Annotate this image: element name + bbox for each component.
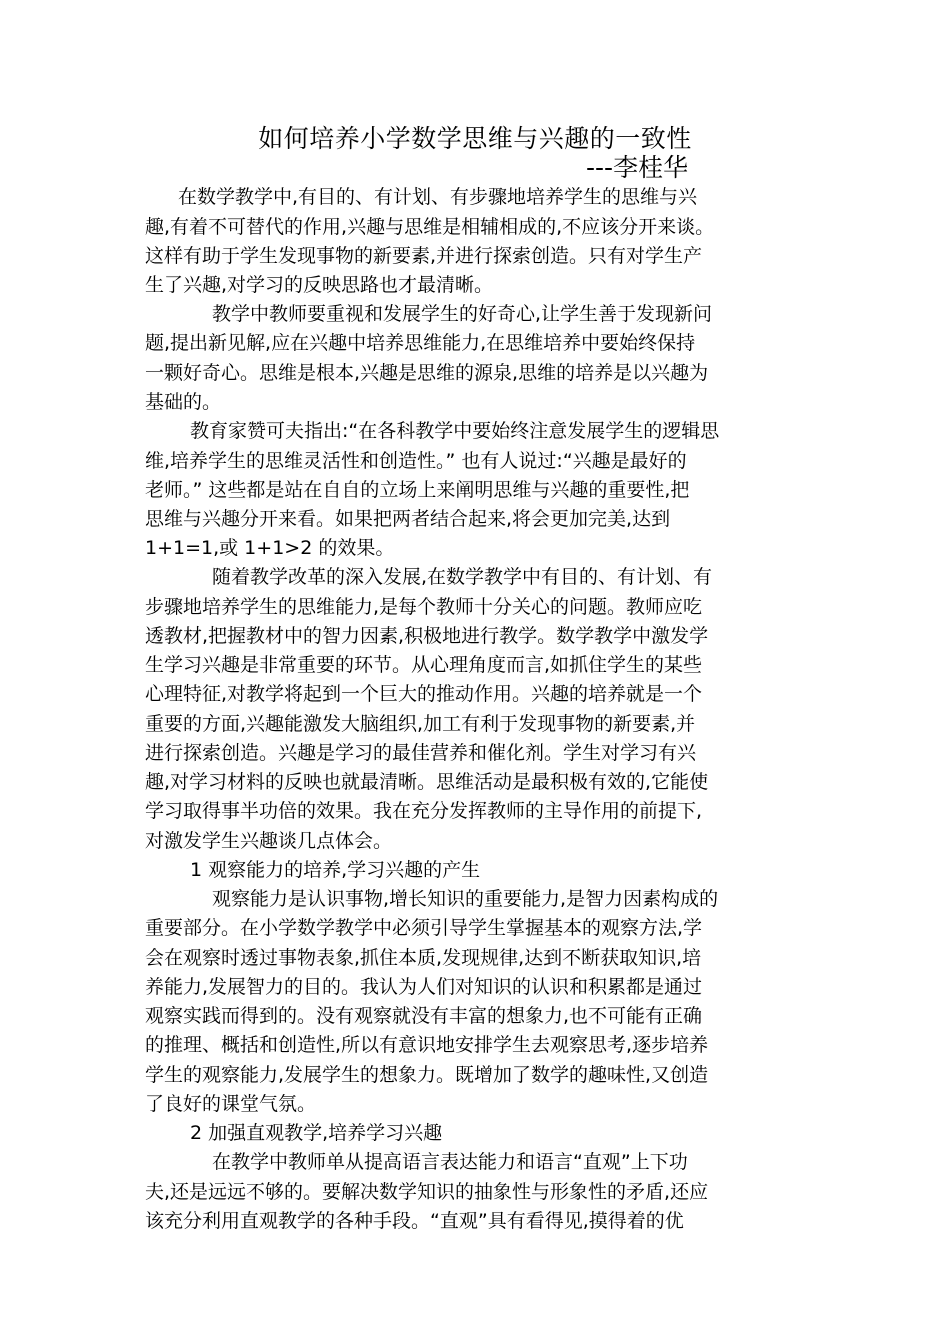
text-line: 随着教学改革的深入发展,在数学教学中有目的、有计划、有: [212, 566, 713, 588]
text-line: 基础的。: [145, 391, 222, 413]
text-line: 教学中教师要重视和发展学生的好奇心,让学生善于发现新问: [212, 303, 713, 325]
text-line: 重要部分。在小学数学教学中必须引导学生掌握基本的观察方法,学: [145, 917, 703, 939]
text-line: 的推理、概括和创造性,所以有意识地安排学生去观察思考,逐步培养: [145, 1034, 709, 1056]
text-line: 趣,对学习材料的反映也就最清晰。思维活动是最积极有效的,它能使: [145, 771, 709, 793]
section-heading-2: 2 加强直观教学,培养学习兴趣: [190, 1122, 443, 1144]
text-line: 进行探索创造。兴趣是学习的最佳营养和催化剂。学生对学习有兴: [145, 742, 697, 764]
text-line: 会在观察时透过事物表象,抓住本质,发现规律,达到不断获取知识,培: [145, 947, 702, 969]
text-line: 透教材,把握教材中的智力因素,积极地进行教学。数学教学中激发学: [145, 625, 709, 647]
text-line: 重要的方面,兴趣能激发大脑组织,加工有利于发现事物的新要素,并: [145, 713, 696, 735]
text-line: 教育家赞可夫指出:“在各科教学中要始终注意发展学生的逻辑思: [190, 420, 720, 442]
text-line: 该充分利用直观教学的各种手段。“直观”具有看得见,摸得着的优: [145, 1210, 684, 1232]
text-line: 对激发学生兴趣谈几点体会。: [145, 830, 393, 852]
text-line: 学生的观察能力,发展学生的想象力。既增加了数学的趣味性,又创造: [145, 1064, 709, 1086]
text-line: 趣,有着不可替代的作用,兴趣与思维是相辅相成的,不应该分开来谈。: [145, 216, 715, 238]
text-line: 步骤地培养学生的思维能力,是每个教师十分关心的问题。教师应吃: [145, 596, 703, 618]
text-line: 学习取得事半功倍的效果。我在充分发挥教师的主导作用的前提下,: [145, 800, 703, 822]
text-line: 维,培养学生的思维灵活性和创造性。” 也有人说过:“兴趣是最好的: [145, 450, 687, 472]
text-line: 思维与兴趣分开来看。如果把两者结合起来,将会更加完美,达到: [145, 508, 671, 530]
section-heading-1: 1 观察能力的培养,学习兴趣的产生: [190, 859, 481, 881]
text-line: 观察实践而得到的。没有观察就没有丰富的想象力,也不可能有正确: [145, 1005, 703, 1027]
text-line: 夫,还是远远不够的。要解决数学知识的抽象性与形象性的矛盾,还应: [145, 1181, 709, 1203]
text-line: 题,提出新见解,应在兴趣中培养思维能力,在思维培养中要始终保持: [145, 332, 696, 354]
text-line: 养能力,发展智力的目的。我认为人们对知识的认识和积累都是通过: [145, 976, 703, 998]
text-line: 一颗好奇心。思维是根本,兴趣是思维的源泉,思维的培养是以兴趣为: [145, 362, 709, 384]
text-line: 这样有助于学生发现事物的新要素,并进行探索创造。只有对学生产: [145, 245, 703, 267]
text-line: 了良好的课堂气氛。: [145, 1093, 317, 1115]
text-line: 观察能力是认识事物,增长知识的重要能力,是智力因素构成的: [212, 888, 719, 910]
text-line: 生了兴趣,对学习的反映思路也才最清晰。: [145, 274, 494, 296]
text-line: 心理特征,对教学将起到一个巨大的推动作用。兴趣的培养就是一个: [145, 683, 703, 705]
document-author: ---李桂华: [586, 153, 689, 182]
text-line: 老师。” 这些都是站在自自的立场上来阐明思维与兴趣的重要性,把: [145, 479, 690, 501]
text-line: 在教学中教师单从提高语言表达能力和语言“直观”上下功: [212, 1151, 688, 1173]
text-line: 生学习兴趣是非常重要的环节。从心理角度而言,如抓住学生的某些: [145, 654, 703, 676]
document-title: 如何培养小学数学思维与兴趣的一致性: [258, 124, 692, 153]
text-line: 在数学教学中,有目的、有计划、有步骤地培养学生的思维与兴: [178, 186, 698, 208]
text-line: 1+1=1,或 1+1>2 的效果。: [145, 537, 395, 559]
